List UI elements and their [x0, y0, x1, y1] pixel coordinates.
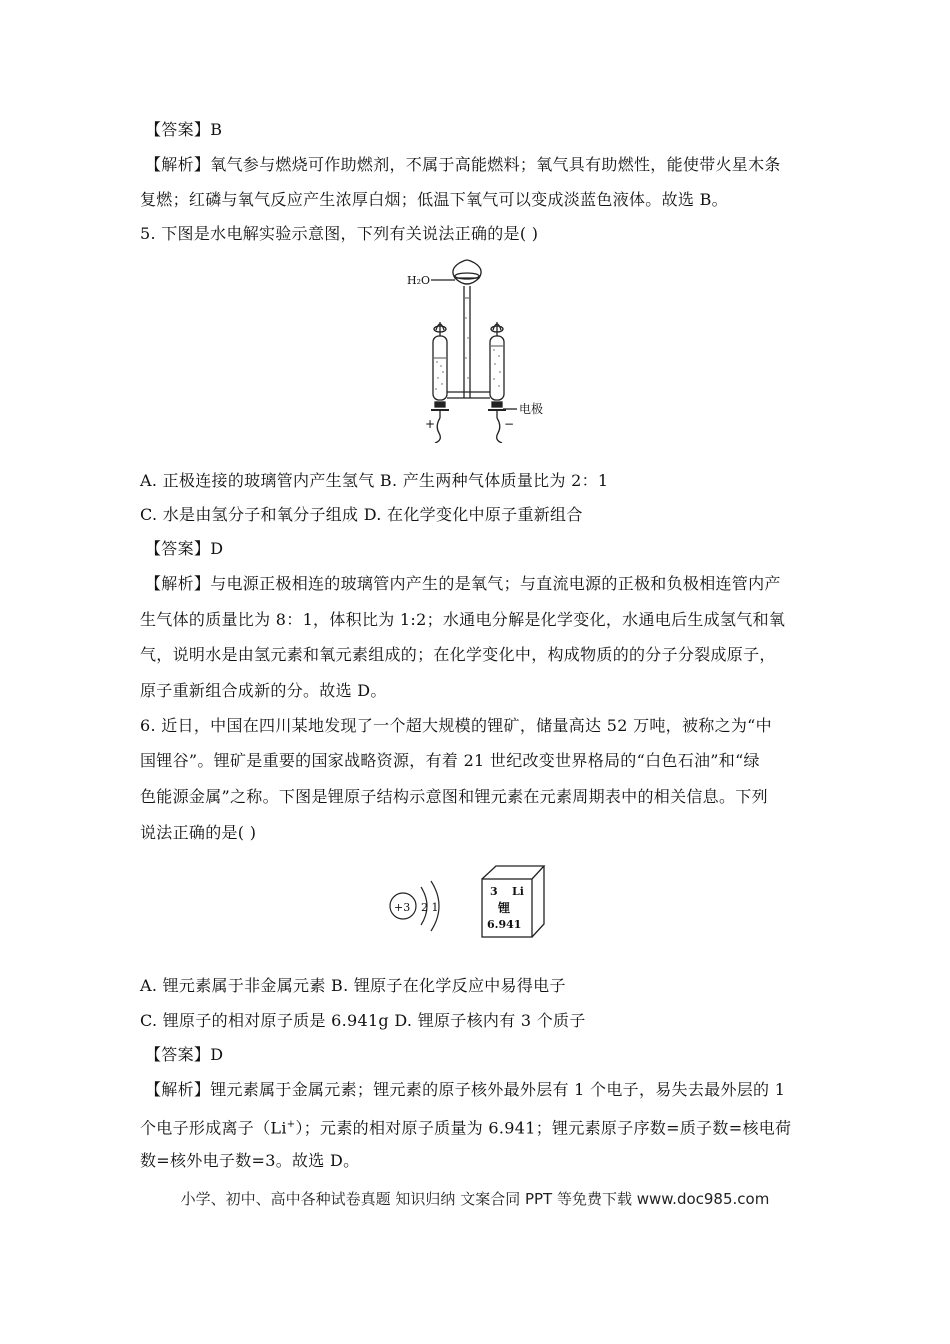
atomic-number: 3: [490, 885, 498, 898]
analysis-line-q5-3: 气，说明水是由氢元素和氧元素组成的；在化学变化中，构成物质的的分子分裂成原子，: [140, 645, 776, 664]
water-electrolysis-diagram: [405, 258, 555, 443]
question-6-stem-3: 色能源金属”之称。下图是锂原子结构示意图和锂元素在元素周期表中的相关信息。下列: [140, 787, 768, 806]
analysis-line-q6-1: 【解析】锂元素属于金属元素；锂元素的原子核外最外层有 1 个电子，易失去最外层的 1: [145, 1080, 786, 1099]
q5-options-ab: A. 正极连接的玻璃管内产生氢气 B. 产生两种气体质量比为 2：1: [140, 471, 609, 490]
electrode-label: 电极: [519, 402, 544, 416]
lithium-periodic-cell: [478, 862, 548, 942]
question-6-stem-2: 国锂谷”。锂矿是重要的国家战略资源，有着 21 世纪改变世界格局的“白色石油”和“绿: [140, 751, 760, 770]
negative-sign: −: [504, 417, 515, 431]
element-symbol: Li: [512, 885, 524, 898]
positive-sign: +: [425, 417, 436, 431]
question-5-stem: 5. 下图是水电解实验示意图，下列有关说法正确的是( ): [140, 224, 539, 243]
analysis-line-q4-1: 【解析】氧气参与燃烧可作助燃剂，不属于高能燃料；氧气具有助燃性，能使带火星木条: [145, 155, 781, 174]
analysis-line-q6-3: 数=核外电子数=3。故选 D。: [140, 1151, 360, 1170]
analysis-line-q4-2: 复燃；红磷与氧气反应产生浓厚白烟；低温下氧气可以变成淡蓝色液体。故选 B。: [140, 190, 728, 209]
lithium-atom-structure-diagram: [385, 875, 460, 935]
answer-line-q4: 【答案】B: [145, 120, 223, 139]
analysis-line-q5-4: 原子重新组合成新的分。故选 D。: [140, 681, 387, 700]
ion-charge: +: [286, 1119, 296, 1130]
nucleus-charge: +3: [394, 901, 411, 914]
analysis-line-q6-2: [140, 1115, 791, 1138]
ion-line-after: ）；元素的相对原子质量为 6.941；锂元素原子序数=质子数=核电荷: [295, 1118, 792, 1138]
analysis-line-q5-2: 生气体的质量比为 8：1，体积比为 1:2；水通电分解是化学变化，水通电后生成氢气和氧: [140, 610, 786, 629]
element-name: 锂: [498, 901, 511, 915]
footer-ad-text: 小学、初中、高中各种试卷真题 知识归纳 文案合同 PPT 等免费下载 www.doc985.com: [180, 1190, 770, 1208]
atomic-mass: 6.941: [487, 918, 522, 931]
q6-options-ab: A. 锂元素属于非金属元素 B. 锂原子在化学反应中易得电子: [140, 976, 566, 995]
question-6-stem-1: 6. 近日，中国在四川某地发现了一个超大规模的锂矿，储量高达 52 万吨，被称之为“中: [140, 716, 772, 735]
answer-line-q6: 【答案】D: [145, 1045, 224, 1064]
water-label: H₂O: [407, 274, 431, 287]
question-6-stem-4: 说法正确的是( ): [140, 823, 257, 842]
q6-options-cd: C. 锂原子的相对原子质是 6.941g D. 锂原子核内有 3 个质子: [140, 1011, 586, 1030]
q5-options-cd: C. 水是由氢分子和氧分子组成 D. 在化学变化中原子重新组合: [140, 505, 583, 524]
ion-line-before: 个电子形成离子（Li: [140, 1118, 287, 1138]
analysis-line-q5-1: 【解析】与电源正极相连的玻璃管内产生的是氧气；与直流电源的正极和负极相连管内产: [145, 574, 781, 593]
answer-line-q5: 【答案】D: [145, 539, 224, 558]
shell-electrons: 2 1: [421, 901, 439, 914]
